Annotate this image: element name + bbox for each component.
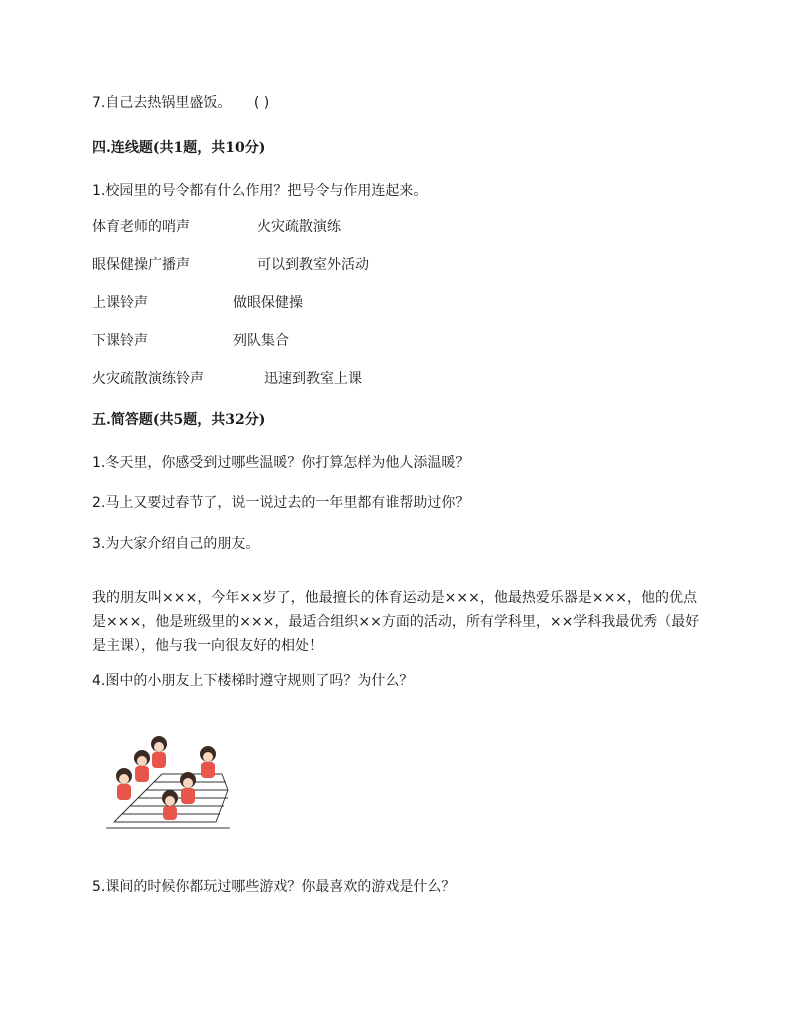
short-answer-4: 4.图中的小朋友上下楼梯时遵守规则了吗？为什么？ (92, 673, 414, 689)
child-3 (200, 746, 216, 778)
matching-question: 1.校园里的号令都有什么作用？把号令与作用连起来。 (92, 183, 428, 199)
pair-left-5[interactable]: 火灾疏散演练铃声 (92, 371, 204, 387)
section-4-heading: 四.连线题(共1题，共10分) (92, 140, 266, 156)
short-answer-5: 5.课间的时候你都玩过哪些游戏？你最喜欢的游戏是什么？ (92, 879, 456, 895)
child-2 (134, 750, 150, 782)
pair-right-3[interactable]: 做眼保健操 (233, 295, 303, 311)
child-1 (151, 736, 167, 768)
question-7 (92, 94, 269, 112)
pair-right-4[interactable]: 列队集合 (233, 333, 289, 349)
answer-blank[interactable]: ( ) (253, 95, 270, 111)
pair-left-1[interactable]: 体育老师的哨声 (92, 219, 190, 235)
section-5-heading: 五.简答题(共5题，共32分) (92, 412, 266, 428)
pair-right-5[interactable]: 迅速到教室上课 (264, 371, 362, 387)
children-on-stairs-illustration (104, 730, 234, 832)
pair-right-1[interactable]: 火灾疏散演练 (257, 219, 341, 235)
child-5 (180, 772, 196, 804)
pair-right-2[interactable]: 可以到教室外活动 (257, 257, 369, 273)
friend-intro-paragraph: 我的朋友叫×××，今年××岁了，他最擅长的体育运动是×××，他最热爱乐器是×××，他的优点是×××，他是班级里的×××，最适合组织××方面的活动，所有学科里，××学科我最优秀（最好是主课），他与我一向很友好的相处！ (92, 590, 700, 654)
child-4 (116, 768, 132, 800)
pair-left-3[interactable]: 上课铃声 (92, 295, 148, 311)
short-answer-2: 2.马上又要过春节了，说一说过去的一年里都有谁帮助过你？ (92, 495, 470, 511)
pair-left-2[interactable]: 眼保健操广播声 (92, 257, 190, 273)
question-7-text: 7.自己去热锅里盛饭。 (92, 95, 232, 111)
pair-left-4[interactable]: 下课铃声 (92, 333, 148, 349)
child-6 (162, 790, 178, 820)
short-answer-1: 1.冬天里，你感受到过哪些温暖？你打算怎样为他人添温暖？ (92, 455, 470, 471)
short-answer-3: 3.为大家介绍自己的朋友。 (92, 536, 260, 552)
